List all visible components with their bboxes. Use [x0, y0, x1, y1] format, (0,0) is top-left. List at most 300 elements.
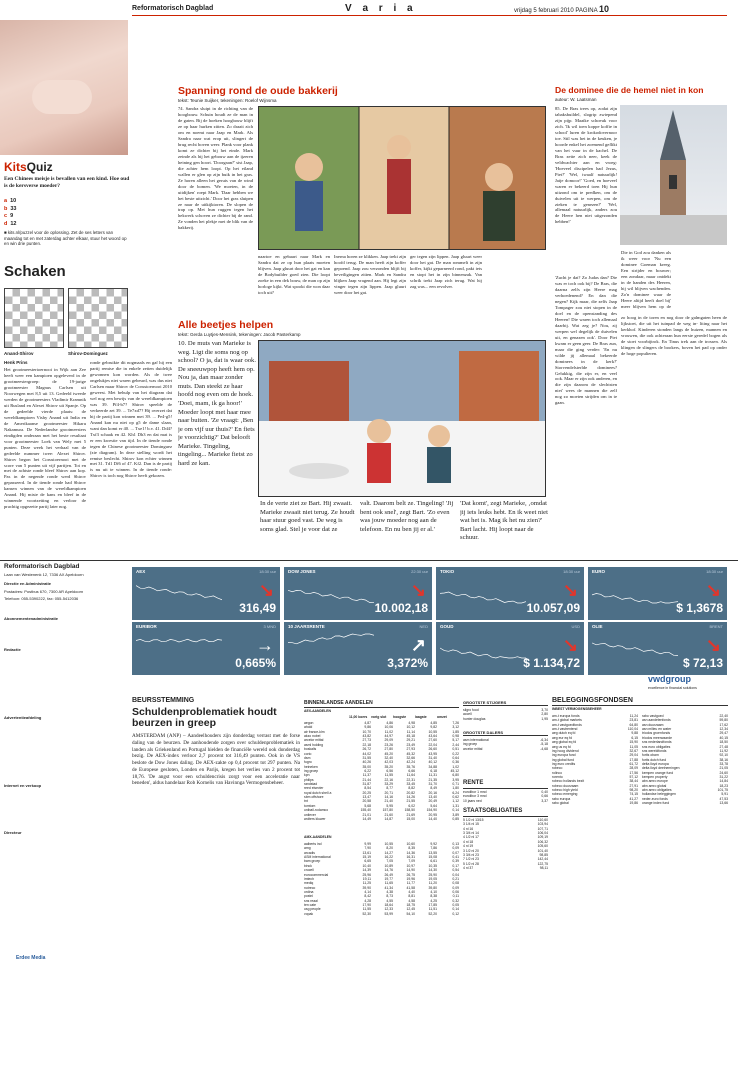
table-cell: 158,50 [404, 808, 415, 813]
col-header: laagste [415, 715, 427, 719]
table-cell: 45,12 [450, 768, 459, 773]
tile-name: EURO [592, 569, 606, 574]
table-cell: 20,82 [406, 790, 415, 795]
table-cell: neder-euro fonds [642, 796, 668, 801]
table-cell: 14,90 [406, 868, 415, 873]
table-cell: 92,10 [719, 753, 728, 758]
table-cell: orange index fund [642, 801, 670, 806]
table-cell: 122,75 [537, 861, 548, 866]
table-cell: 43,82 [362, 734, 371, 739]
table-cell: 10,70 [362, 729, 371, 734]
table-cell: ing global fund [552, 757, 575, 762]
table-cell: 38,44 [629, 779, 638, 784]
table-cell: 17,56 [629, 770, 638, 775]
table-cell: fortis obam [642, 753, 659, 758]
table-cell: am-t vastrentend [552, 727, 578, 732]
table-cell: 4 nl 18 [463, 839, 474, 844]
section-title: V a r i a [345, 3, 417, 14]
tile-sparkline [592, 577, 678, 605]
table-cell: 11,64 [406, 773, 415, 778]
table-cell: 26,60 [428, 747, 437, 752]
table-cell: sns reaal [304, 898, 318, 903]
table-cell: 12,33 [384, 907, 393, 912]
table-cell: 142,44 [537, 857, 548, 862]
tile-name: DOW JONES [288, 569, 316, 574]
beurs-headline: Schuldenproblematiek houdt beurzen in greep [132, 706, 277, 730]
table-cell: 22,04 [428, 742, 437, 747]
sparkline-path [440, 648, 526, 658]
table-cell: 157,80 [382, 808, 393, 813]
table-cell: 0,54 [452, 868, 459, 873]
quiz-word: Quiz [26, 160, 53, 174]
table-cell: 12,34 [719, 727, 728, 732]
table-cell: am-t global markets [552, 718, 582, 723]
table-cell: 47,53 [719, 796, 728, 801]
market-tile [284, 567, 432, 620]
table-cell: 54,10 [406, 911, 415, 916]
table-cell: ing euro credits [552, 761, 576, 766]
beetjes-caption: 'Dat komt', zegt Marieke, ‚omdat jij iets leuks hebt. En ik weet niet wat het is. Mag ik het nu zien?' Bart lacht. Hij loopt naar de schuur. [460, 500, 548, 542]
trend-arrow-icon: ↘ [705, 635, 721, 655]
page-number: 10 [598, 4, 609, 14]
table-cell: 19,86 [629, 801, 638, 806]
table-cell: 45,18 [406, 734, 415, 739]
beurs-body: AMSTERDAM (ANP) – Aandeelhouders zijn donderdag verrast met de forse daling van de beurzen. De aanhoudende zorgen over schuldenproblematiek in landen als Griekenland en Portugal hielden de financiële wereld ook donderdag bezig. De AEX-index verloor 2,7 procent tot 316,49 punten. Ook in de VS beslote de Dow Jones daling. De AEX-zakte op 0,4 procent tot 297 punten. Na de Europese gesloten, Londen en Parijs, kregen het verlies van 2 procent tot 18,76. 'De angst voor een schuldencrisis zorgt voor een acceleratie naar beneden', aldus handelaar Rob Kornelis van Havinnga Vermogensbeheer. [132, 733, 300, 787]
table-cell: crucell [304, 868, 314, 873]
table-cell: 11,05 [629, 744, 638, 749]
table-cell: -4,68 [540, 746, 548, 751]
kitsquiz-option [4, 206, 34, 214]
table-cell: 22,18 [362, 742, 371, 747]
table-row [304, 817, 459, 821]
table-cell: heineken [304, 764, 318, 769]
vwd-logo: vwdgroup [648, 674, 691, 684]
table-cell: 17,62 [719, 722, 728, 727]
table-cell: 10 jaars ned [463, 798, 482, 803]
table-cell: 8,82 [408, 786, 415, 791]
rente-table [463, 790, 548, 803]
table-cell: 106,04 [537, 831, 548, 836]
table-cell: 109,19 [537, 835, 548, 840]
trend-arrow-icon: ↘ [258, 580, 274, 600]
table-cell: 14,39 [362, 868, 371, 873]
aandelen-title: BINNENLANDSE AANDELEN [304, 700, 459, 708]
tile-sparkline [288, 577, 374, 605]
table-cell: 38,16 [719, 757, 728, 762]
table-cell: 101,40 [537, 848, 548, 853]
masthead-line: Directie en Administratie [4, 581, 51, 586]
table-cell: 106,32 [537, 839, 548, 844]
tile-sparkline [136, 632, 222, 660]
table-cell: rolinco [552, 770, 562, 775]
domine-credit: auteur: W. Laatsman [555, 97, 597, 102]
table-cell: 15,08 [428, 855, 437, 860]
option-letter: a [4, 198, 8, 204]
table-cell: reed elsevier [304, 786, 324, 791]
table-cell: 26,49 [384, 872, 393, 877]
sparkline-path [136, 586, 222, 600]
col-header: omzet [437, 715, 447, 719]
table-cell: 39,80 [428, 885, 437, 890]
domine-column: 'Zucht je dat? Zo Judas dan? Die was er toch ook bij? De Bras, die daarna zelfs zijn Heere mag verhoedenend? En dan die negen? Kijk maar, die zelfs Jaap Tompager zou niet stopen in de doel en de openstanding des Heeren! Die waren toch allemaal daarbij. Wat zeg je? Nou, zij werpen wel degelijk de duivelen uit, en genazen ook'. Door Piet kwam er geen geer. De Bras zun, maar die ging verder: 'En nu wilde jij allemaal bekeerde dominees in de kerk?' Storvendelsterlde dominees? Gelukkig, die zijn er, en veel ook. Maar er zijn ook anderen, en die zijn daarom de slechtsten niet' wees de mannen die zelf nog zo moeten strijden om in te gaan. [555, 275, 617, 406]
table-cell: 9,86 [364, 725, 371, 730]
table-cell: postnl [304, 894, 314, 899]
table-cell: 5,95 [386, 803, 393, 808]
table-cell: 43,64 [428, 734, 437, 739]
table-cell: ordina [304, 889, 314, 894]
table-cell: 8,20 [386, 846, 393, 851]
table-cell: 29,09 [384, 738, 393, 743]
table-cell: 19,77 [384, 876, 393, 881]
table-cell: aeg eur eq fd [552, 735, 572, 740]
table-cell: binck [304, 863, 312, 868]
table-cell: robeco duurzaam [552, 783, 579, 788]
table-cell: 2,44 [452, 742, 459, 747]
kitsquiz-options [4, 198, 34, 229]
table-row [463, 866, 548, 870]
table-cell: ing groep [463, 742, 478, 747]
trend-arrow-icon: ↗ [410, 635, 426, 655]
table-cell: aalberts ind [304, 842, 322, 846]
tile-sparkline [440, 577, 526, 605]
table-cell: 44,02 [362, 751, 371, 756]
table-cell: ing groep [304, 768, 319, 773]
table-cell: asn milieu en water [642, 727, 672, 732]
tile-value: 316,49 [239, 601, 276, 616]
trend-arrow-icon: ↘ [562, 580, 578, 600]
table-cell: ASM international [304, 855, 331, 860]
table-cell: 98,11 [539, 865, 548, 870]
table-cell: 28,09 [629, 766, 638, 771]
table-cell: 35,76 [406, 764, 415, 769]
table-cell: 18,75 [406, 903, 415, 908]
table-cell: 110,60 [537, 818, 548, 822]
table-cell: 11,77 [406, 881, 415, 886]
table-cell: 53,99 [384, 911, 393, 916]
table-cell: sns wereldfonds [642, 748, 667, 753]
table-cell: 27,80 [384, 747, 393, 752]
table-cell: 11,65 [384, 881, 393, 886]
table-cell: 3,70 [541, 708, 548, 712]
market-tile [588, 567, 727, 620]
table-cell: 52,30 [362, 911, 371, 916]
tile-value: 3,372% [387, 656, 428, 671]
market-tile [436, 567, 584, 620]
table-cell: 14,87 [384, 816, 393, 821]
table-cell: 7,26 [452, 721, 459, 725]
masthead-line: Postadres: Postbus 670, 7300 AR Apeldoorn [4, 588, 84, 594]
fondsen-title: BELEGGINGSFONDSEN [552, 696, 728, 706]
table-cell: 22,16 [384, 777, 393, 782]
table-cell: robeco emerging [552, 792, 578, 797]
beurs-kicker: BEURSSTEMMING [132, 697, 195, 704]
table-cell: 26,75 [406, 872, 415, 877]
table-cell: tnt [304, 799, 308, 804]
table-cell: 6,66 [408, 768, 415, 773]
table-cell: am-t vastgoedfonds [552, 722, 582, 727]
tile-time: 3 MND [263, 624, 276, 629]
table-cell: wolters kluwer [304, 816, 326, 821]
table-cell: boskalis [304, 747, 317, 752]
table-cell: 52,20 [428, 911, 437, 916]
table-cell: 2,80 [541, 712, 548, 717]
table-cell: 7 1/2 nl 23 [463, 857, 479, 862]
church-photo [620, 105, 727, 245]
table-cell: 27,91 [629, 783, 638, 788]
tile-time: USD [571, 624, 580, 629]
table-cell: 19,11 [362, 876, 371, 881]
table-cell: 21,05 [719, 766, 728, 771]
table-cell: 42,03 [384, 760, 393, 765]
domine-column: zo hoog in de toren en nog door de galmgaten heen de lijkstoet, die uit het tuinpad de weg in- liting naar het kerkhof. Kinderen stonden langs de huizen, mannen en vrouwen, die ook achteraan hun eerste geredel bogen als de stoet voorbijtrok. En Tinus trek aan de trossen. Als klingen de slingers de bookers, boven het pad op onder de hoge populieren. [621, 315, 727, 356]
table-cell: 19,96 [406, 876, 415, 881]
kits-word: Kits [4, 160, 27, 174]
table-cell: 98,85 [539, 852, 548, 857]
tile-value: 0,665% [235, 656, 276, 671]
table-cell: 16,22 [384, 855, 393, 860]
table-cell: 40,26 [362, 760, 371, 765]
stijgers-table [463, 708, 548, 721]
table-cell: 45,32 [406, 751, 415, 756]
schaken-title: Schaken [4, 263, 66, 280]
fondsen-sub: INBEST VERMOGENSBEHEER [552, 707, 602, 711]
table-cell: 110,04 [627, 727, 638, 732]
table-cell: 24,60 [719, 770, 728, 775]
table-cell: 4,85 [430, 721, 437, 725]
kitsquiz-title [4, 160, 53, 176]
bakkerij-credit: tekst: Teunie Suijker, tekeningen: Roelof Wijnsma [178, 98, 277, 103]
table-cell: 4,40 [408, 889, 415, 894]
table-cell: 22,40 [719, 714, 728, 718]
table-cell: 0,21 [452, 876, 459, 881]
tile-time: 18:30 uur [706, 569, 723, 574]
table-cell: robeco high yield [552, 788, 578, 793]
aandelen-col-headers [304, 715, 459, 719]
aandelen-sub: AEX-AANDELEN [304, 709, 331, 713]
table-cell: 32,67 [629, 748, 638, 753]
table-cell: 14,26 [406, 795, 415, 800]
kitsquiz-note [4, 230, 132, 247]
table-cell: 4,98 [408, 721, 415, 725]
tile-time: 18:30 uur [259, 569, 276, 574]
table-cell: asml holding [304, 742, 324, 747]
table-cell: 44,97 [384, 734, 393, 739]
tile-sparkline [288, 632, 374, 660]
finance-masthead-lines [4, 580, 124, 1000]
sparkline-path [440, 592, 526, 603]
table-cell: 0,14 [452, 808, 459, 813]
chess-diagram-anand-shirov [4, 288, 64, 348]
table-cell: 33,29 [384, 782, 393, 787]
table-cell: usg people [304, 907, 321, 912]
dalers-title: GROOTSTE DALERS [463, 730, 548, 736]
table-cell: abn amro global [642, 783, 667, 788]
chess-diagram-shirov-dominguez [68, 288, 128, 348]
trend-arrow-icon: ↘ [562, 635, 578, 655]
masthead-line: Abonnementenadministratie [4, 615, 59, 621]
table-cell: akzo nobel [304, 734, 321, 739]
table-cell: 8,77 [386, 786, 393, 791]
table-cell: 21,40 [384, 799, 393, 804]
table-cell: 7,86 [430, 846, 437, 851]
table-cell: 12,45 [406, 907, 415, 912]
table-cell: 13,66 [719, 801, 728, 806]
aex-table [304, 721, 459, 821]
sparkline-path [592, 643, 678, 656]
table-cell: 20,16 [428, 790, 437, 795]
table-cell: 21,01 [362, 812, 371, 817]
table-cell: asn aandelenfonds [642, 718, 671, 723]
trend-arrow-icon: ↘ [705, 580, 721, 600]
table-cell: 25,90 [428, 872, 437, 877]
bakkerij-column: naartoe en gebaart naar Mark en Sandra dat ze op hun plaats moeten blijven. Jaap gluurt door het gat en kan de Bodybuilder goed zien. Die loopt zoeke in een dek bouw, de man op zijn horloge kijkt. Wat spookt die won daar toch uit? [258, 254, 330, 295]
table-cell: 4 1/2 nl 17 [463, 835, 479, 840]
tile-time: NED [419, 624, 428, 629]
table-cell: 6,24 [452, 790, 459, 795]
table-cell: 0,85 [452, 816, 459, 821]
table-cell: 0,11 [452, 894, 459, 899]
table-cell: 13,61 [362, 850, 371, 855]
table-cell: 41,27 [629, 796, 638, 801]
table-cell: 5,64 [430, 803, 437, 808]
tile-time: 22:30 uur [411, 569, 428, 574]
table-cell: unibail-rodamco [304, 808, 329, 813]
table-cell: 17,88 [629, 757, 638, 762]
table-cell: triodos meerwaarde [642, 735, 672, 740]
beetjes-comic-art [259, 341, 546, 497]
table-cell: 21,44 [362, 777, 371, 782]
table-cell: delta lloyd deelnemingen [642, 766, 680, 771]
table-cell: 5 1/2 nl 13/15 [463, 818, 484, 822]
table-cell: 14,40 [428, 816, 437, 821]
table-cell: 11,14 [406, 729, 415, 734]
finance-masthead-name: Reformatorisch Dagblad [4, 563, 80, 570]
table-cell: 26,72 [362, 747, 371, 752]
table-cell: 4,38 [386, 889, 393, 894]
table-cell: 25,96 [362, 872, 371, 877]
option-value: 9 [10, 213, 14, 220]
masthead-line: Internet en verkoop [4, 782, 42, 788]
table-cell: 15,00 [406, 816, 415, 821]
table-cell: 0,06 [452, 889, 459, 894]
table-cell: 18,64 [384, 903, 393, 908]
fondsen-column [552, 714, 638, 806]
table-cell: arcadis [304, 850, 315, 855]
table-cell: 0,39 [452, 859, 459, 864]
table-cell: 7,90 [364, 846, 371, 851]
beetjes-caption: In de verte ziet ze Bart. Hij zwaait. Marieke zwaait niet terug. Ze houdt haar stuur goed vast. De weg is soms glad. Stel je voor dat ze [260, 500, 355, 533]
table-cell: 20,49 [428, 799, 437, 804]
table-cell: 15,90 [629, 740, 638, 745]
table-cell: 35,00 [362, 764, 371, 769]
table-cell: 8,38 [430, 894, 437, 899]
table-cell: 31,55 [362, 755, 371, 760]
bakkerij-title: Spanning rond de oude bakkerij [178, 85, 338, 97]
option-letter: c [4, 213, 8, 220]
kitsquiz-note-text: kits.nl/puzzel voor de oplossing. Zet de ses letters van maandag tot en met zaterdag achter elkaar, stuur het woord op en win drie punten. [4, 230, 127, 247]
table-cell: 0,09 [452, 846, 459, 851]
tile-sparkline [440, 632, 526, 660]
market-tile [284, 622, 432, 675]
table-cell: 43,95 [428, 751, 437, 756]
table-cell: 14,76 [384, 868, 393, 873]
table-cell: 16,31 [406, 855, 415, 860]
table-cell: 45,20 [384, 751, 393, 756]
staats-title: STAATSOBLIGATIES [463, 808, 548, 817]
table-cell: fortis dutch fund [642, 757, 667, 762]
table-cell: 15,19 [362, 855, 371, 860]
table-cell: 4,10 [430, 889, 437, 894]
table-cell: 1,02 [452, 764, 459, 769]
table-cell: 29,47 [719, 731, 728, 736]
col-header: 11,00 koers [349, 715, 368, 719]
table-cell: 11,31 [428, 773, 437, 778]
header-rule [132, 15, 727, 16]
table-cell: 23,81 [629, 718, 638, 723]
table-cell: 14,84 [719, 779, 728, 784]
table-cell: 98,20 [629, 788, 638, 793]
tile-name: EURIBOR [136, 624, 157, 629]
table-cell: 33,78 [719, 761, 728, 766]
table-cell: 11,37 [362, 773, 371, 778]
table-row [552, 801, 638, 805]
table-cell: ten cate [304, 903, 317, 908]
table-cell: 27,60 [428, 738, 437, 743]
table-cell: arcelor mittal [304, 738, 324, 743]
newspaper-logo: Reformatorisch Dagblad [132, 5, 214, 12]
baby-photo [0, 20, 128, 155]
table-cell: 3,12 [452, 725, 459, 730]
table-cell: 29,21 [406, 738, 415, 743]
table-cell: 6,65 [364, 859, 371, 864]
table-cell: corio [304, 751, 312, 756]
table-cell: 105,60 [537, 844, 548, 849]
table-cell: 10,97 [406, 863, 415, 868]
schaken-column: Het grootmeestertoernooi in Wijk aan Zee heeft weer een kampioen opgeleverd in de grootmeestergroep: de 19-jarige grootmeester Magnus Carlsen uit Noorwegen met 8,5 uit 13. Gedeeld tweede werden de grootmeesters Vladimir Kramnik uit Rusland en Alexei Shirov uit Spanje. Op de gedeelde vierde plaats: de wereldkampioen Vishy Anand uit India en de Amerikaanse grootmeester Hikaru Nakamura. De Nederlandse grootmeesters eindigden onderaan met het beste resultaat voor grootmeester Loek van Wely met 5 punten. Deze week het verhaal van de gedeelde nummer twee: Alexei Shirov. Shirov begon het Corustoernooi met de score van 5 punten uit vijf partijen. Tot en met de achtste ronde bleef Shirov aan kop. Pas in de negende ronde werd Shirov gepasseerd. In de tiende ronde had Shirov kansen winnen van de wereldkampioen Anand. Hij miste de kans en bleef in de winnende voortzetting en verloor de prachtig opgezette partij later nog. [4, 367, 86, 510]
tile-value: $ 1,3678 [676, 601, 723, 616]
table-cell: abn amro europe [642, 779, 668, 784]
table-cell: 13,40 [428, 795, 437, 800]
table-cell: 57,12 [629, 775, 638, 780]
rente-title: RENTE [463, 780, 548, 789]
table-cell: unilever [304, 812, 316, 817]
table-cell: 31,40 [428, 755, 437, 760]
table-cell: 11,20 [428, 881, 437, 886]
table-cell: hunter douglas [463, 716, 486, 721]
table-cell: 1,80 [452, 786, 459, 791]
table-cell: 13,55 [428, 850, 437, 855]
table-cell: 22,31 [406, 777, 415, 782]
option-value: 12 [10, 221, 17, 228]
table-cell: 33,45 [406, 782, 415, 787]
kitsquiz-question: Een Chinees meisje is bevallen van een kind. Hoe oud is de kersverse moeder? [4, 176, 130, 190]
table-cell: 10,89 [384, 863, 393, 868]
tile-value: $ 72,13 [682, 656, 723, 671]
table-cell: philips [304, 777, 314, 782]
market-tile [436, 622, 584, 675]
tile-sparkline [136, 577, 222, 605]
table-cell: 17,85 [428, 903, 437, 908]
table-cell: eurocommercial [304, 872, 329, 877]
market-tile [588, 622, 727, 675]
table-cell: 1,95 [541, 716, 548, 721]
table-cell: 27,48 [719, 744, 728, 749]
tile-name: 10 JAARSRENTE [288, 624, 325, 629]
table-cell: 14,49 [362, 816, 371, 821]
finance-masthead-address: Laan van Westenenk 12, 7336 AX Apeldoorn [4, 572, 84, 577]
table-row [463, 717, 548, 721]
table-cell: 39,90 [362, 885, 371, 890]
